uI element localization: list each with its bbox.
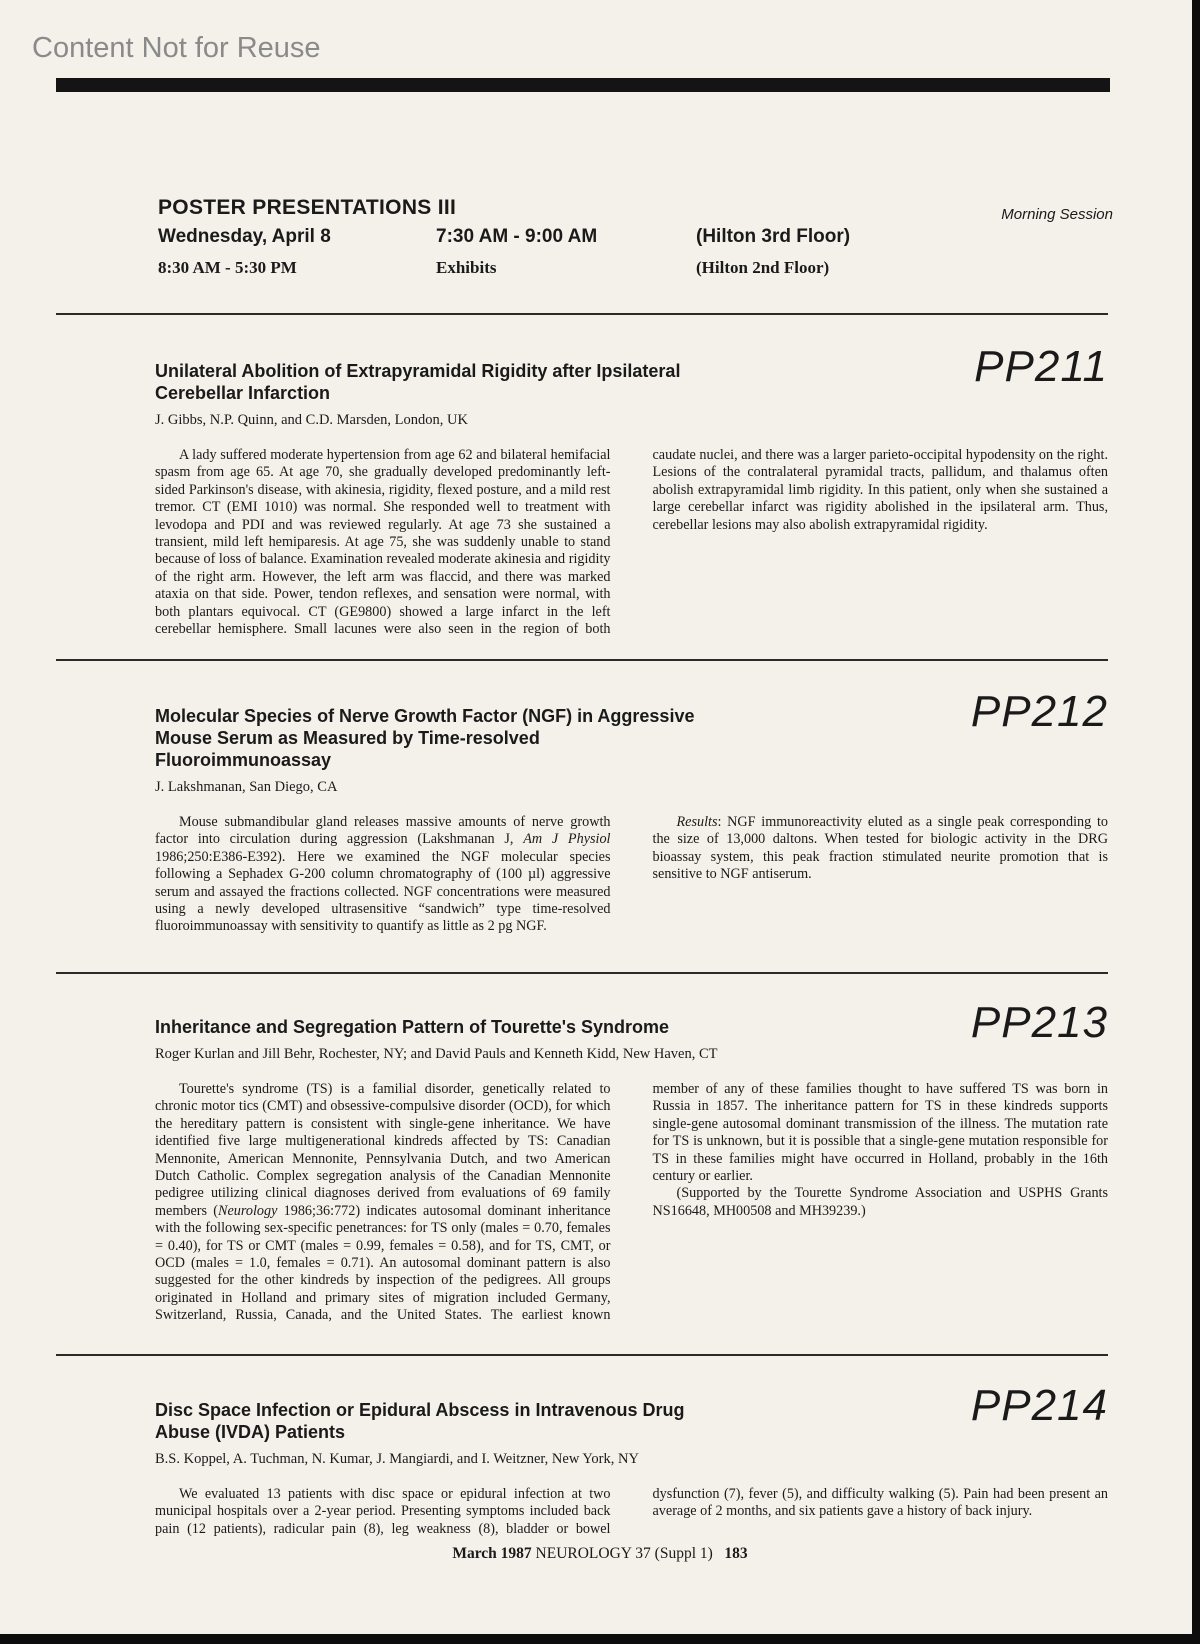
abstract-code: PP211 bbox=[974, 342, 1108, 391]
abstract-body bbox=[155, 1486, 1108, 1544]
schedule-place-1: (Hilton 3rd Floor) bbox=[696, 226, 851, 247]
divider bbox=[56, 313, 1108, 315]
abstract-authors: J. Gibbs, N.P. Quinn, and C.D. Marsden, London, UK bbox=[155, 412, 468, 428]
abstract-paragraph: A lady suffered moderate hypertension from age 62 and bilateral hemifacial spasm from age 65. At age 70, she gradually developed predominantly left-sided Parkinson's disease, with akinesia, rigidity, flexed posture, and a mild rest tremor. CT (EMI 1010) was normal. She responded well to treatment with levodopa and PDI and was reviewed regularly. At age 73 she sustained a transient, mild left hemiparesis. At age 75, she was suddenly unable to stand because of loss of balance. Examination revealed moderate akinesia and rigidity of the right arm. However, the left arm was flaccid, and there was marked ataxia on that side. Power, tendon reflexes, and sensation were normal, with both plantars equivocal. CT (GE9800) showed a large infarct in the left cerebellar hemisphere. Small lacunes were also seen in the region of both caudate nuclei, and there was a larger parieto-occipital hypodensity on the right. Lesions of the contralateral pyramidal tracts, pallidum, and thalamus often abolish extrapyramidal limb rigidity. In this patient, only when she sustained a large cerebellar infarct was rigidity abolished in the ipsilateral arm. Thus, cerebellar lesions may also abolish extrapyramidal rigidity. bbox=[155, 447, 1108, 638]
abstract-paragraph bbox=[155, 814, 611, 936]
abstract-body bbox=[155, 1081, 1108, 1326]
journal-name: Am J Physiol bbox=[523, 831, 611, 848]
scan-edge-right bbox=[1192, 0, 1200, 1644]
session-note: Morning Session bbox=[1001, 206, 1113, 223]
abstract-paragraph bbox=[653, 814, 1109, 884]
session-header bbox=[158, 196, 1113, 284]
abstract-pp211 bbox=[155, 342, 1108, 639]
schedule-row-1 bbox=[158, 220, 1113, 252]
abstract-body bbox=[155, 447, 1108, 639]
page-footer bbox=[0, 1545, 1200, 1563]
abstract-pp214 bbox=[155, 1381, 1108, 1544]
footer-date: March 1987 bbox=[452, 1545, 532, 1562]
text-run: Mouse submandibular gland releases massive amounts of nerve growth factor into circulation during aggression (Lakshmanan J, bbox=[155, 814, 611, 848]
journal-name: Neurology bbox=[218, 1202, 278, 1219]
abstract-paragraph: (Supported by the Tourette Syndrome Association and USPHS Grants NS16648, MH00508 and MH39239.) bbox=[652, 1185, 1108, 1219]
schedule-place-2: (Hilton 2nd Floor) bbox=[696, 258, 830, 277]
abstract-paragraph: We evaluated 13 patients with disc space or epidural infection at two municipal hospitals over a 2-year period. Presenting symptoms included back pain (12 patients), radicular pain (8), leg weakness (8), bladder or bowel dysfunction (7), fever (5), and difficulty walking (5). Pain had been present an average of 2 months, and six patients gave a history of back injury. bbox=[155, 1486, 1108, 1537]
abstract-authors: J. Lakshmanan, San Diego, CA bbox=[155, 779, 338, 795]
schedule-time-2: 8:30 AM - 5:30 PM bbox=[158, 258, 297, 277]
abstract-pp212 bbox=[155, 687, 1108, 954]
text-run: Tourette's syndrome (TS) is a familial disorder, genetically related to chronic motor tics (CMT) and obsessive-compulsive disorder (OCD), for which the hereditary pattern is consistent with single-gene inheritance. We have identified five large multigenerational kindreds affected by TS: Canadian Mennonite, American Mennonite, Pennsylvania Dutch, and two American Dutch Catholic. Complex segregation analysis of the Canadian Mennonite pedigree utilizing clinical diagnoses derived from evaluations of 69 family members ( bbox=[155, 1081, 611, 1219]
abstract-title: Inheritance and Segregation Pattern of Tourette's Syndrome bbox=[155, 1017, 670, 1037]
schedule-day: Wednesday, April 8 bbox=[158, 226, 331, 247]
session-title: POSTER PRESENTATIONS III bbox=[158, 196, 457, 219]
divider bbox=[56, 1354, 1108, 1356]
page-number: 183 bbox=[724, 1545, 748, 1562]
abstract-body bbox=[155, 814, 1108, 954]
abstract-title: Unilateral Abolition of Extrapyramidal Rigidity after Ipsilateral Cerebellar Infarction bbox=[155, 361, 681, 403]
text-run: 1986;36:772) indicates autosomal dominant inheritance with the following sex-specific penetrances: for TS only (males = 0.70, females = 0.40), for TS or CMT (males = 0.99, females = 0.58), and for TS, CMT, or OCD (males = 1.0, females = 0.71). An autosomal dominant pattern is also suggested for the other kindreds by inspection of the pedigrees. All groups originated in Holland and primary sites of migration included Germany, Switzerland, Russia, Canada, and the United States. The earliest known member of any of these families thought to have suffered TS was born in Russia in 1857. The inheritance pattern for TS in these kindreds supports single-gene autosomal dominant transmission of the illness. The mutation rate for TS is unknown, but it is possible that a single-gene mutation responsible for TS in these families might have occurred in Holland, probably in the 16th century or earlier. bbox=[155, 1081, 1108, 1324]
watermark: Content Not for Reuse bbox=[32, 32, 321, 64]
schedule-row-2 bbox=[158, 252, 1113, 284]
abstract-title: Disc Space Infection or Epidural Abscess in Intravenous Drug Abuse (IVDA) Patients bbox=[155, 1400, 685, 1442]
divider bbox=[56, 972, 1108, 974]
abstract-code: PP214 bbox=[970, 1381, 1108, 1430]
schedule-time-1: 7:30 AM - 9:00 AM bbox=[436, 226, 598, 247]
abstract-code: PP213 bbox=[970, 998, 1108, 1047]
header-bar bbox=[56, 78, 1110, 92]
abstract-code: PP212 bbox=[970, 687, 1108, 736]
footer-journal: NEUROLOGY 37 (Suppl 1) bbox=[535, 1545, 713, 1562]
divider bbox=[56, 659, 1108, 661]
scan-edge-bottom bbox=[0, 1634, 1200, 1644]
schedule-event: Exhibits bbox=[436, 258, 497, 277]
results-label: Results bbox=[676, 814, 718, 830]
text-run: 1986;250:E386-E392). Here we examined the NGF molecular species following a Sephadex G-200 column chromatography of (100 µl) aggressive serum and assayed the fractions collected. NGF concentrations were measured using a newly developed ultrasensitive “sandwich” type time-resolved fluoroimmunoassay with sensitivity to quantify as little as 2 pg NGF. bbox=[155, 848, 611, 935]
abstract-authors: B.S. Koppel, A. Tuchman, N. Kumar, J. Mangiardi, and I. Weitzner, New York, NY bbox=[155, 1451, 639, 1467]
abstract-pp213 bbox=[155, 998, 1108, 1326]
abstract-title: Molecular Species of Nerve Growth Factor (NGF) in Aggressive Mouse Serum as Measured by Time-resolved Fluoroimmunoassay bbox=[155, 706, 695, 770]
text-run: : NGF immunoreactivity eluted as a single peak corresponding to the size of 13,000 daltons. When tested for biologic activity in the DRG bioassay system, this peak fraction stimulated neurite promotion that is sensitive to NGF antiserum. bbox=[652, 814, 1108, 883]
abstract-authors: Roger Kurlan and Jill Behr, Rochester, NY; and David Pauls and Kenneth Kidd, New Haven, CT bbox=[155, 1046, 718, 1062]
